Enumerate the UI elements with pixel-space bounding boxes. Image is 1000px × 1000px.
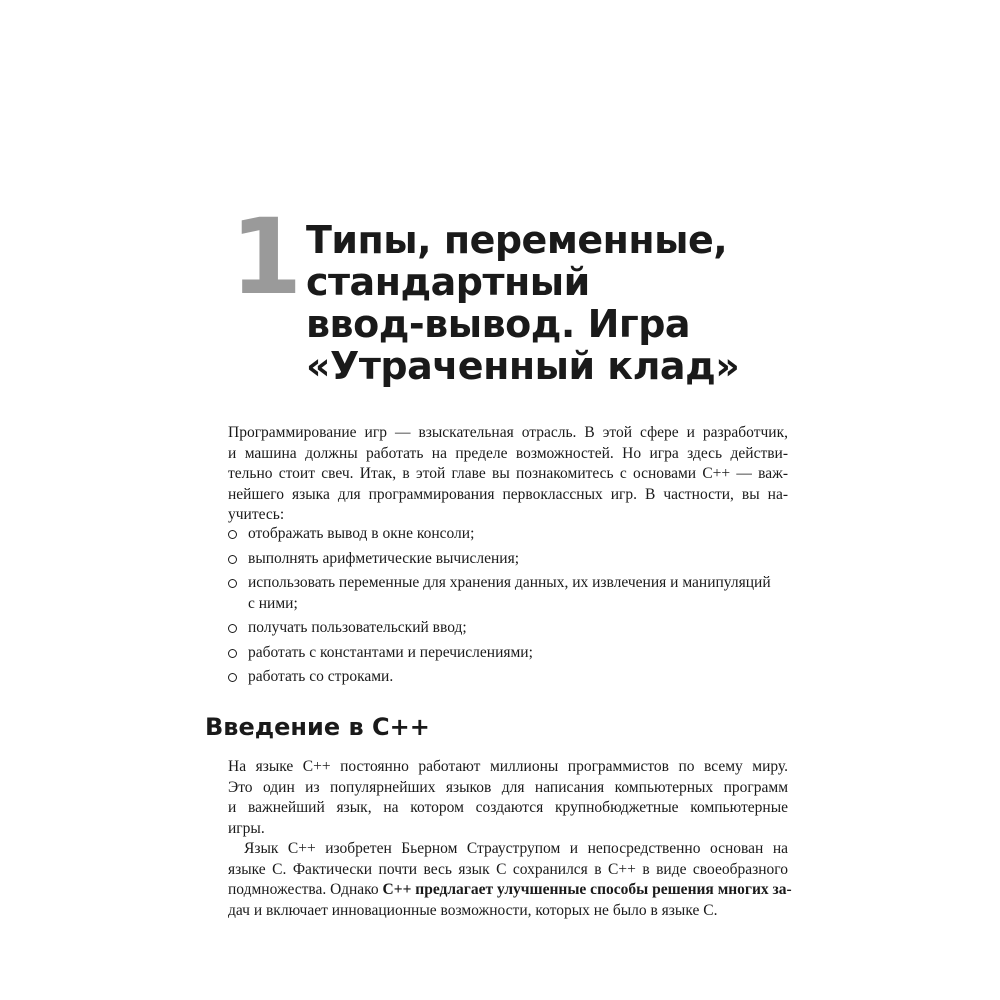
objectives-list <box>228 524 808 692</box>
chapter-title <box>306 219 866 387</box>
list-item-text: работать со строками. <box>248 668 394 685</box>
chapter-title-line: Типы, переменные, <box>306 218 728 262</box>
text-line: Это один из популярнейших языков для написания компьютерных программ <box>228 778 788 796</box>
text-line: игры. <box>228 819 265 837</box>
list-item <box>228 667 808 688</box>
text-line: и машина должны работать на пределе возможностей. Но игра здесь действи- <box>228 444 788 462</box>
text-run: подмножества. Однако <box>228 881 383 898</box>
circle-bullet-icon <box>228 555 237 564</box>
text-line: и важнейший язык, на котором создаются крупнобюджетные компьютерные <box>228 799 788 816</box>
list-item <box>228 573 808 614</box>
list-item-text: выполнять арифметические вычисления; <box>248 549 520 567</box>
text-line: дач и включает инновационные возможности, которых не было в языке С. <box>228 901 718 919</box>
list-item <box>228 549 808 570</box>
text-line: тельно стоит свеч. Итак, в этой главе вы познакомитесь с основами C++ — важ- <box>228 465 788 482</box>
list-item-text: с ними; <box>248 594 298 612</box>
section-body <box>228 757 792 921</box>
chapter-title-line: «Утраченный клад» <box>306 344 740 388</box>
list-item <box>228 643 808 664</box>
text-line: Язык C++ изобретен Бьерном Страуструпом и непосредственно основан на <box>244 840 788 857</box>
circle-bullet-icon <box>228 530 237 539</box>
circle-bullet-icon <box>228 673 237 682</box>
text-line: Программирование игр — взыскательная отрасль. В этой сфере и разработчик, <box>228 424 788 441</box>
chapter-number: 1 <box>230 196 303 318</box>
section-heading: Введение в C++ <box>205 713 430 741</box>
list-item-text: работать с константами и перечислениями; <box>248 643 533 661</box>
circle-bullet-icon <box>228 579 237 588</box>
intro-paragraph <box>228 423 788 526</box>
list-item <box>228 618 808 639</box>
circle-bullet-icon <box>228 624 237 633</box>
text-line <box>228 880 792 901</box>
text-line: учитесь: <box>228 506 285 523</box>
chapter-title-line: стандартный <box>306 260 590 304</box>
text-line: нейшего языка для программирования первоклассных игр. В частности, вы на- <box>228 485 788 503</box>
list-item-text: отображать вывод в окне консоли; <box>248 525 475 542</box>
text-line: На языке C++ постоянно работают миллионы программистов по всему миру. <box>228 758 788 775</box>
list-item-text: получать пользовательский ввод; <box>248 619 467 636</box>
list-item-text: использовать переменные для хранения данных, их извлечения и манипуляций <box>248 574 771 591</box>
circle-bullet-icon <box>228 649 237 658</box>
list-item <box>228 524 808 545</box>
bold-text-run: C++ предлагает улучшенные способы решения многих за- <box>382 881 792 898</box>
text-line: языке С. Фактически почти весь язык С сохранился в C++ в виде своеобразного <box>228 860 788 878</box>
chapter-title-line: ввод-вывод. Игра <box>306 302 691 346</box>
